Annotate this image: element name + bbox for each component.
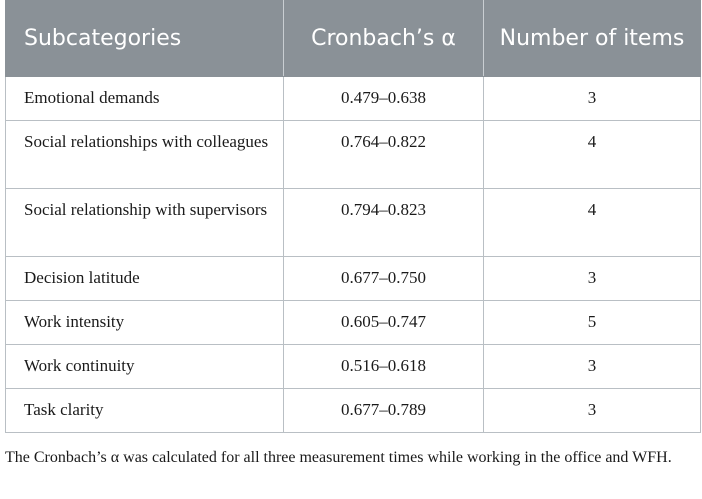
number-of-items-cell: 3 [484,345,701,389]
table-row [6,189,701,257]
subcategory-cell: Emotional demands [6,77,284,121]
table-row [6,345,701,389]
cronbach-alpha-cell: 0.605–0.747 [284,301,484,345]
table-row [6,389,701,433]
subcategory-cell: Work intensity [6,301,284,345]
subcategory-cell: Decision latitude [6,257,284,301]
number-of-items-cell: 4 [484,189,701,257]
table-row [6,77,701,121]
number-of-items-cell: 3 [484,257,701,301]
subcategory-cell: Social relationship with supervisors [6,189,284,257]
table-header [6,1,701,77]
table-row [6,301,701,345]
number-of-items-cell: 5 [484,301,701,345]
cronbach-alpha-cell: 0.479–0.638 [284,77,484,121]
header-cronbach-alpha: Cronbach’s α [284,1,484,77]
table-footnote: The Cronbach’s α was calculated for all three measurement times while working in the office and WFH. [5,449,672,466]
number-of-items-cell: 3 [484,77,701,121]
subcategory-cell: Social relationships with colleagues [6,121,284,189]
cronbach-alpha-cell: 0.677–0.789 [284,389,484,433]
header-row [6,1,701,77]
header-number-of-items: Number of items [484,1,701,77]
number-of-items-cell: 4 [484,121,701,189]
table-row [6,121,701,189]
number-of-items-cell: 3 [484,389,701,433]
cronbach-alpha-cell: 0.764–0.822 [284,121,484,189]
reliability-table [5,0,701,433]
cronbach-alpha-cell: 0.516–0.618 [284,345,484,389]
subcategory-cell: Work continuity [6,345,284,389]
header-subcategories: Subcategories [6,1,284,77]
cronbach-alpha-cell: 0.794–0.823 [284,189,484,257]
table-row [6,257,701,301]
cronbach-alpha-cell: 0.677–0.750 [284,257,484,301]
table-body [6,77,701,433]
subcategory-cell: Task clarity [6,389,284,433]
